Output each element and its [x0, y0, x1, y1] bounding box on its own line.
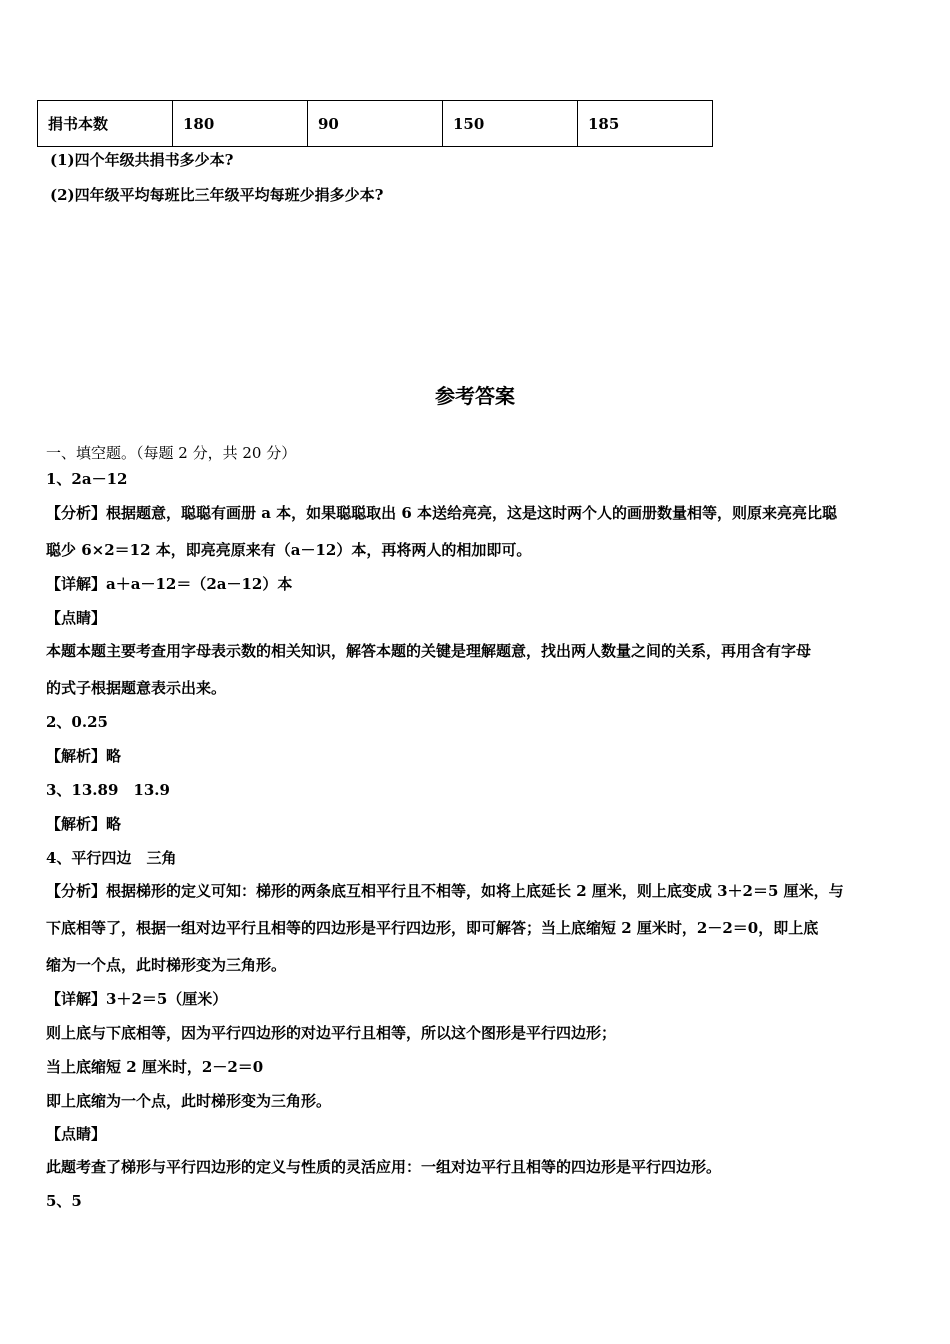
table-row: [38, 101, 713, 147]
comment-text: 本题本题主要考查用字母表示数的相关知识，解答本题的关键是理解题意，找出两人数量之间的关系，再用含有字母: [46, 642, 812, 660]
table-cell: 180: [173, 101, 308, 147]
comment-text: 的式子根据题意表示出来。: [46, 679, 227, 697]
table-cell: 90: [308, 101, 443, 147]
detail-text: 则上底与下底相等，因为平行四边形的对边平行且相等，所以这个图形是平行四边形；: [46, 1024, 617, 1042]
comment-text: 此题考查了梯形与平行四边形的定义与性质的灵活应用：一组对边平行且相等的四边形是平行四边形。: [46, 1158, 722, 1176]
answer-1: 1、2a－12: [46, 470, 128, 488]
donation-table: [37, 100, 713, 147]
explanation-text: 【解析】略: [46, 815, 122, 833]
analysis-text: 下底相等了，根据一组对边平行且相等的四边形是平行四边形，即可解答；当上底缩短 2 厘米时，2－2＝0，即上底: [46, 919, 819, 937]
answer-2: 2、0.25: [46, 713, 108, 731]
table-cell: 150: [443, 101, 578, 147]
analysis-text: 【分析】根据梯形的定义可知：梯形的两条底互相平行且不相等，如将上底延长 2 厘米，则上底变成 3＋2＝5 厘米，与: [46, 882, 844, 900]
detail-text: 即上底缩为一个点，此时梯形变为三角形。: [46, 1092, 332, 1110]
comment-label: 【点睛】: [46, 1125, 107, 1143]
answer-3: 3、13.89 13.9: [46, 781, 170, 799]
comment-label: 【点睛】: [46, 609, 107, 627]
answers-title: 参考答案: [435, 384, 515, 408]
analysis-text: 缩为一个点，此时梯形变为三角形。: [46, 956, 287, 974]
detail-text: 当上底缩短 2 厘米时，2－2＝0: [46, 1058, 264, 1076]
question-2: (2)四年级平均每班比三年级平均每班少捐多少本?: [50, 186, 384, 204]
section-heading: 一、填空题。（每题 2 分，共 20 分）: [46, 444, 297, 462]
analysis-text: 聪少 6×2＝12 本，即亮亮原来有（a－12）本，再将两人的相加即可。: [46, 541, 532, 559]
analysis-text: 【分析】根据题意，聪聪有画册 a 本，如果聪聪取出 6 本送给亮亮，这是这时两个人的画册数量相等，则原来亮亮比聪: [46, 504, 838, 522]
detail-text: 【详解】3＋2＝5（厘米）: [46, 990, 228, 1008]
detail-text: 【详解】a＋a－12＝（2a－12）本: [46, 575, 293, 593]
explanation-text: 【解析】略: [46, 747, 122, 765]
table-cell: 185: [578, 101, 713, 147]
table-cell: 捐书本数: [38, 101, 173, 147]
answer-5: 5、5: [46, 1192, 82, 1210]
question-1: (1)四个年级共捐书多少本?: [50, 151, 234, 169]
answer-4: 4、平行四边 三角: [46, 849, 177, 867]
